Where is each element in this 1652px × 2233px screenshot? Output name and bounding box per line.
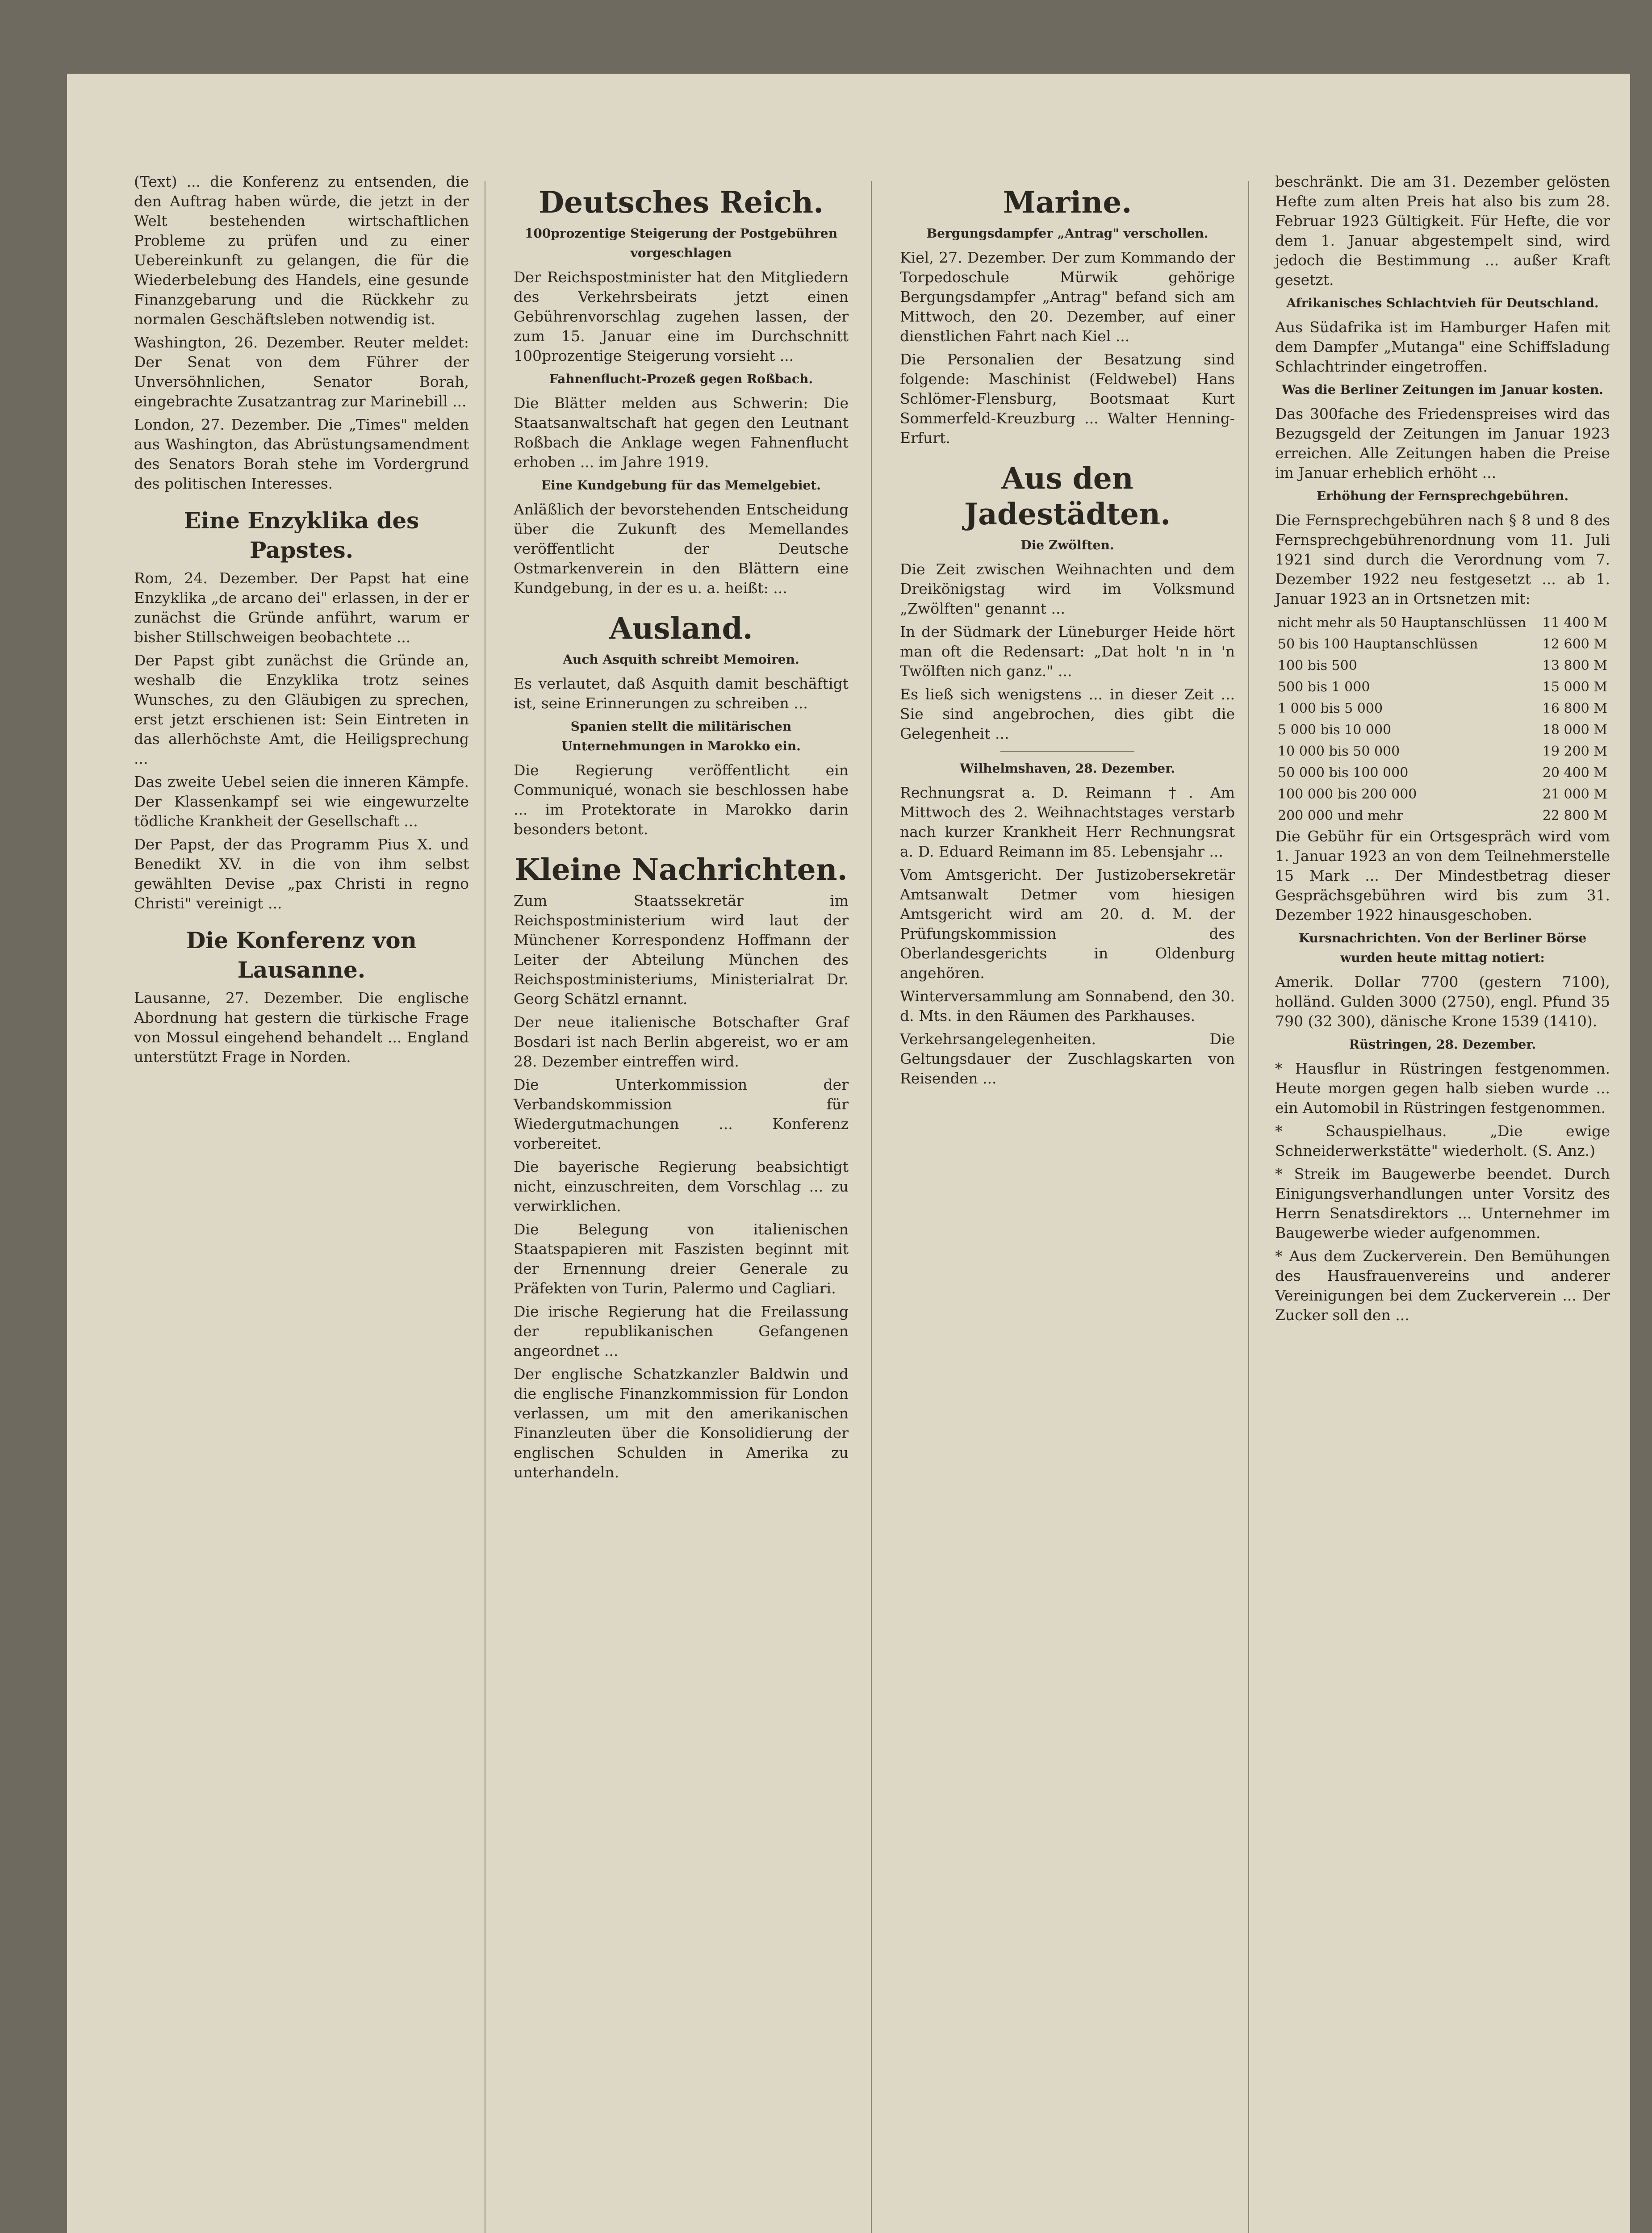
article-text: Die Gebühr für ein Ortsgespräch wird vom 1. Januar 1923 an von dem Teilnehmerstelle 15 Mark ... Der Mindestbetrag dieser Gesprächsgebühren wird bis zum 31. Dezember 1922 hinausgeschoben. xyxy=(1275,828,1610,924)
subheading: Die Zwölften. xyxy=(1020,538,1114,552)
table-row xyxy=(1275,634,1610,655)
table-cell: 12 600 M xyxy=(1542,636,1607,652)
table-cell: 15 000 M xyxy=(1542,679,1607,695)
column-rule xyxy=(1248,181,1249,2233)
divider xyxy=(1000,751,1134,752)
table-cell: 16 800 M xyxy=(1542,701,1607,716)
table-row xyxy=(1275,762,1610,784)
fee-table xyxy=(1275,612,1610,827)
article-text: Verkehrsangelegenheiten. Die Geltungsdauer der Zuschlagskarten von Reisenden ... xyxy=(900,1030,1235,1087)
article-text: Der Papst gibt zunächst die Gründe an, weshalb die Enzyklika trotz seines Wunsches, zu den Gläubigen zu sprechen, erst jetzt erschienen ist: Sein Eintreten in das allerhöchste Amt, die Heiligsprechung ... xyxy=(134,652,469,767)
article-text: Rom, 24. Dezember. Der Papst hat eine Enzyklika „de arcano dei" erlassen, in der er zunächst die Gründe anführt, warum er bisher Stillschweigen beobachtete ... xyxy=(134,569,469,646)
table-row xyxy=(1275,655,1610,677)
article-text: London, 27. Dezember. Die „Times" melden aus Washington, das Abrüstungsamendment des Senators Borah stehe im Vordergrund des politischen Interesses. xyxy=(134,416,469,492)
table-cell: 22 800 M xyxy=(1542,808,1607,824)
article-text: * Hausflur in Rüstringen festgenommen. Heute morgen gegen halb sieben wurde ... ein Automobil in Rüstringen festgenommen. xyxy=(1275,1060,1610,1116)
article-text: Der Papst, der das Programm Pius X. und Benedikt XV. in die von ihm selbst gewählten Devise „pax Christi in regno Christi" vereinigt ... xyxy=(134,836,469,912)
article-text: Winterversammlung am Sonnabend, den 30. d. Mts. in den Räumen des Parkhauses. xyxy=(900,987,1235,1025)
column-1 xyxy=(134,172,469,1071)
table-row xyxy=(1275,741,1610,762)
dateline: Rüstringen, 28. Dezember. xyxy=(1349,1037,1536,1052)
article-text: In der Südmark der Lüneburger Heide hört man oft die Redensart: „Dat holt 'n in 'n Twölften nich ganz." ... xyxy=(900,623,1235,680)
table-cell: 50 000 bis 100 000 xyxy=(1278,765,1409,781)
article-text: Die Regierung veröffentlicht ein Communiqué, wonach sie beschlossen habe ... im Protektorate in Marokko darin besonders betont. xyxy=(514,761,849,838)
table-row xyxy=(1275,677,1610,698)
table-cell: 500 bis 1 000 xyxy=(1278,679,1370,695)
table-cell: 10 000 bis 50 000 xyxy=(1278,744,1400,759)
article-text: Die Personalien der Besatzung sind folgende: Maschinist (Feldwebel) Hans Schlömer-Flensburg, Bootsmaat Kurt Sommerfeld-Kreuzburg ... Walter Henning-Erfurt. xyxy=(900,351,1235,447)
subheading: Fahnenflucht-Prozeß gegen Roßbach. xyxy=(549,372,813,386)
table-row xyxy=(1275,805,1610,827)
article-text: Rechnungsrat a. D. Reimann †. Am Mittwoch des 2. Weihnachtstages verstarb nach kurzer Krankheit Herr Rechnungsrat a. D. Eduard Reimann im 85. Lebensjahr ... xyxy=(900,784,1235,860)
column-4 xyxy=(1275,172,1610,1329)
table-cell: 21 000 M xyxy=(1542,786,1607,802)
table-row xyxy=(1275,784,1610,805)
article-text: (Text) ... die Konferenz zu entsenden, die den Auftrag haben würde, die jetzt in der Welt bestehenden wirtschaftlichen Probleme zu prüfen und zu einer Uebereinkunft zu gelangen, die für die Wiederbelebung des Handels, eine gesunde Finanzgebarung und die Rückkehr zu normalen Geschäftsleben notwendig ist. xyxy=(134,173,469,328)
table-cell: 11 400 M xyxy=(1542,615,1607,631)
article-text: Amerik. Dollar 7700 (gestern 7100), holländ. Gulden 3000 (2750), engl. Pfund 35 790 (32 300), dänische Krone 1539 (1410). xyxy=(1275,973,1610,1030)
article-text: Lausanne, 27. Dezember. Die englische Abordnung hat gestern die türkische Frage von Mossul eingehend behandelt ... England unterstützt Frage in Norden. xyxy=(134,989,469,1066)
article-text: Der neue italienische Botschafter Graf Bosdari ist nach Berlin abgereist, wo er am 28. Dezember eintreffen wird. xyxy=(514,1013,849,1070)
table-cell: 19 200 M xyxy=(1542,744,1607,759)
column-rule xyxy=(871,181,872,2233)
dateline: Wilhelmshaven, 28. Dezember. xyxy=(959,761,1175,776)
table-cell: 100 bis 500 xyxy=(1278,658,1357,673)
article-text: Das zweite Uebel seien die inneren Kämpfe. Der Klassenkampf sei wie eingewurzelte tödliche Krankheit der Gesellschaft ... xyxy=(134,773,469,830)
table-cell: 1 000 bis 5 000 xyxy=(1278,701,1383,716)
article-text: Die irische Regierung hat die Freilassung der republikanischen Gefangenen angeordnet ... xyxy=(514,1303,849,1359)
table-row xyxy=(1275,612,1610,634)
table-cell: 13 800 M xyxy=(1542,658,1607,673)
section-heading: Deutsches Reich. xyxy=(538,185,824,220)
table-cell: 18 000 M xyxy=(1542,722,1607,738)
article-text: Die Blätter melden aus Schwerin: Die Staatsanwaltschaft hat gegen den Leutnant Roßbach die Anklage wegen Fahnenflucht erhoben ... im Jahre 1919. xyxy=(514,394,849,471)
subheading: Was die Berliner Zeitungen im Januar kosten. xyxy=(1281,382,1604,397)
article-text: Zum Staatssekretär im Reichspostministerium wird laut der Münchener Korrespondenz Hoffmann der Leiter der Abteilung München des Reichspostministeriums, Ministerialrat Dr. Georg Schätzl ernannt. xyxy=(514,892,849,1008)
article-text: Die Fernsprechgebühren nach § 8 und 8 des Fernsprechgebührenordnung vom 11. Juli 1921 sind durch die Verordnung vom 7. Dezember 1922 neu festgesetzt ... ab 1. Januar 1923 an in Ortsnetzen mit: xyxy=(1275,511,1610,607)
article-text: Die Unterkommission der Verbandskommission für Wiedergutmachungen ... Konferenz vorbereitet. xyxy=(514,1076,849,1152)
article-text: Es verlautet, daß Asquith damit beschäftigt ist, seine Erinnerungen zu schreiben ... xyxy=(514,675,849,712)
article-text: * Streik im Baugewerbe beendet. Durch Einigungsverhandlungen unter Vorsitz des Herrn Senatsdirektors ... Unternehmer im Baugewerbe wieder aufgenommen. xyxy=(1275,1165,1610,1242)
table-cell: 5 000 bis 10 000 xyxy=(1278,722,1392,738)
section-heading: Kleine Nachrichten. xyxy=(514,852,848,887)
article-text: Der Reichspostminister hat den Mitgliedern des Verkehrsbeirats jetzt einen Gebührenvorschlag zugehen lassen, der zum 15. Januar eine im Durchschnitt 100prozentige Steigerung vorsieht ... xyxy=(514,268,849,364)
article-text: Das 300fache des Friedenspreises wird das Bezugsgeld der Zeitungen im Januar 1923 erreichen. Alle Zeitungen haben die Preise im Januar erheblich erhöht ... xyxy=(1275,405,1610,481)
subheading: Spanien stellt die militärischen Unternehmungen in Marokko ein. xyxy=(561,719,801,753)
subheading: Bergungsdampfer „Antrag" verschollen. xyxy=(926,226,1209,241)
article-text: Der englische Schatzkanzler Baldwin und die englische Finanzkommission für London verlassen, um mit den amerikanischen Finanzleuten über die Konsolidierung der englischen Schulden in Amerika zu unterhandeln. xyxy=(514,1365,849,1481)
article-text: Es ließ sich wenigstens ... in dieser Zeit ... Sie sind angebrochen, dies gibt die Gelegenheit ... xyxy=(900,686,1235,742)
newspaper-page xyxy=(67,74,1630,2233)
subheading: Afrikanisches Schlachtvieh für Deutschland. xyxy=(1286,296,1599,310)
article-text: Washington, 26. Dezember. Reuter meldet: Der Senat von dem Führer der Unversöhnlichen, Senator Borah, eingebrachte Zusatzantrag zur Marinebill ... xyxy=(134,334,469,410)
table-cell: nicht mehr als 50 Hauptanschlüssen xyxy=(1278,615,1527,631)
article-text: Die Belegung von italienischen Staatspapieren mit Faszisten beginnt mit der Ernennung dreier Generale zu Präfekten von Turin, Palermo und Cagliari. xyxy=(514,1221,849,1297)
section-heading: Aus den Jadestädten. xyxy=(964,461,1171,531)
table-row xyxy=(1275,698,1610,719)
article-text: beschränkt. Die am 31. Dezember gelösten Hefte zum alten Preis hat also bis zum 28. Februar 1923 Gültigkeit. Für Hefte, die vor dem 1. Januar abgestempelt sind, wird jedoch die Bestimmung ... außer Kraft gesetzt. xyxy=(1275,173,1610,289)
article-text: Kiel, 27. Dezember. Der zum Kommando der Torpedoschule Mürwik gehörige Bergungsdampfer „Antrag" befand sich am Mittwoch, den 20. Dezember, auf einer dienstlichen Fahrt nach Kiel ... xyxy=(900,249,1235,345)
subheading: Eine Kundgebung für das Memelgebiet. xyxy=(541,478,821,493)
article-text: Anläßlich der bevorstehenden Entscheidung über die Zukunft des Memellandes veröffentlicht der Deutsche Ostmarkenverein in den Blättern eine Kundgebung, in der es u. a. heißt: ... xyxy=(514,501,849,597)
article-text: Aus Südafrika ist im Hamburger Hafen mit dem Dampfer „Mutanga" eine Schiffsladung Schlachtrinder eingetroffen. xyxy=(1275,318,1610,375)
article-text: Die bayerische Regierung beabsichtigt nicht, einzuschreiten, dem Vorschlag ... zu verwirklichen. xyxy=(514,1158,849,1215)
subheading: 100prozentige Steigerung der Postgebühren vorgeschlagen xyxy=(524,226,838,260)
subheading: Erhöhung der Fernsprechgebühren. xyxy=(1316,489,1569,503)
headline: Die Konferenz von Lausanne. xyxy=(186,927,417,983)
subheading: Auch Asquith schreibt Memoiren. xyxy=(563,652,799,667)
article-text: * Aus dem Zuckerverein. Den Bemühungen des Hausfrauenvereins und anderer Vereinigungen bei dem Zuckerverein ... Der Zucker soll den ... xyxy=(1275,1247,1610,1324)
article-text: * Schauspielhaus. „Die ewige Schneiderwerkstätte" wiederholt. (S. Anz.) xyxy=(1275,1122,1610,1159)
subheading: Kursnachrichten. Von der Berliner Börse wurden heute mittag notiert: xyxy=(1298,931,1587,965)
table-cell: 200 000 und mehr xyxy=(1278,808,1403,824)
table-cell: 20 400 M xyxy=(1542,765,1607,781)
headline: Eine Enzyklika des Papstes. xyxy=(184,507,419,563)
section-heading: Ausland. xyxy=(609,611,753,646)
article-text: Die Zeit zwischen Weihnachten und dem Dreikönigstag wird im Volksmund „Zwölften" genannt ... xyxy=(900,560,1235,617)
section-heading: Marine. xyxy=(1003,185,1132,220)
column-3 xyxy=(900,172,1235,1092)
column-2 xyxy=(514,172,849,1486)
article-text: Vom Amtsgericht. Der Justizobersekretär Amtsanwalt Detmer vom hiesigen Amtsgericht wird am 20. d. M. der Prüfungskommission des Oberlandesgerichts in Oldenburg angehören. xyxy=(900,866,1235,982)
table-cell: 50 bis 100 Hauptanschlüssen xyxy=(1278,636,1478,652)
table-cell: 100 000 bis 200 000 xyxy=(1278,786,1417,802)
table-row xyxy=(1275,719,1610,741)
